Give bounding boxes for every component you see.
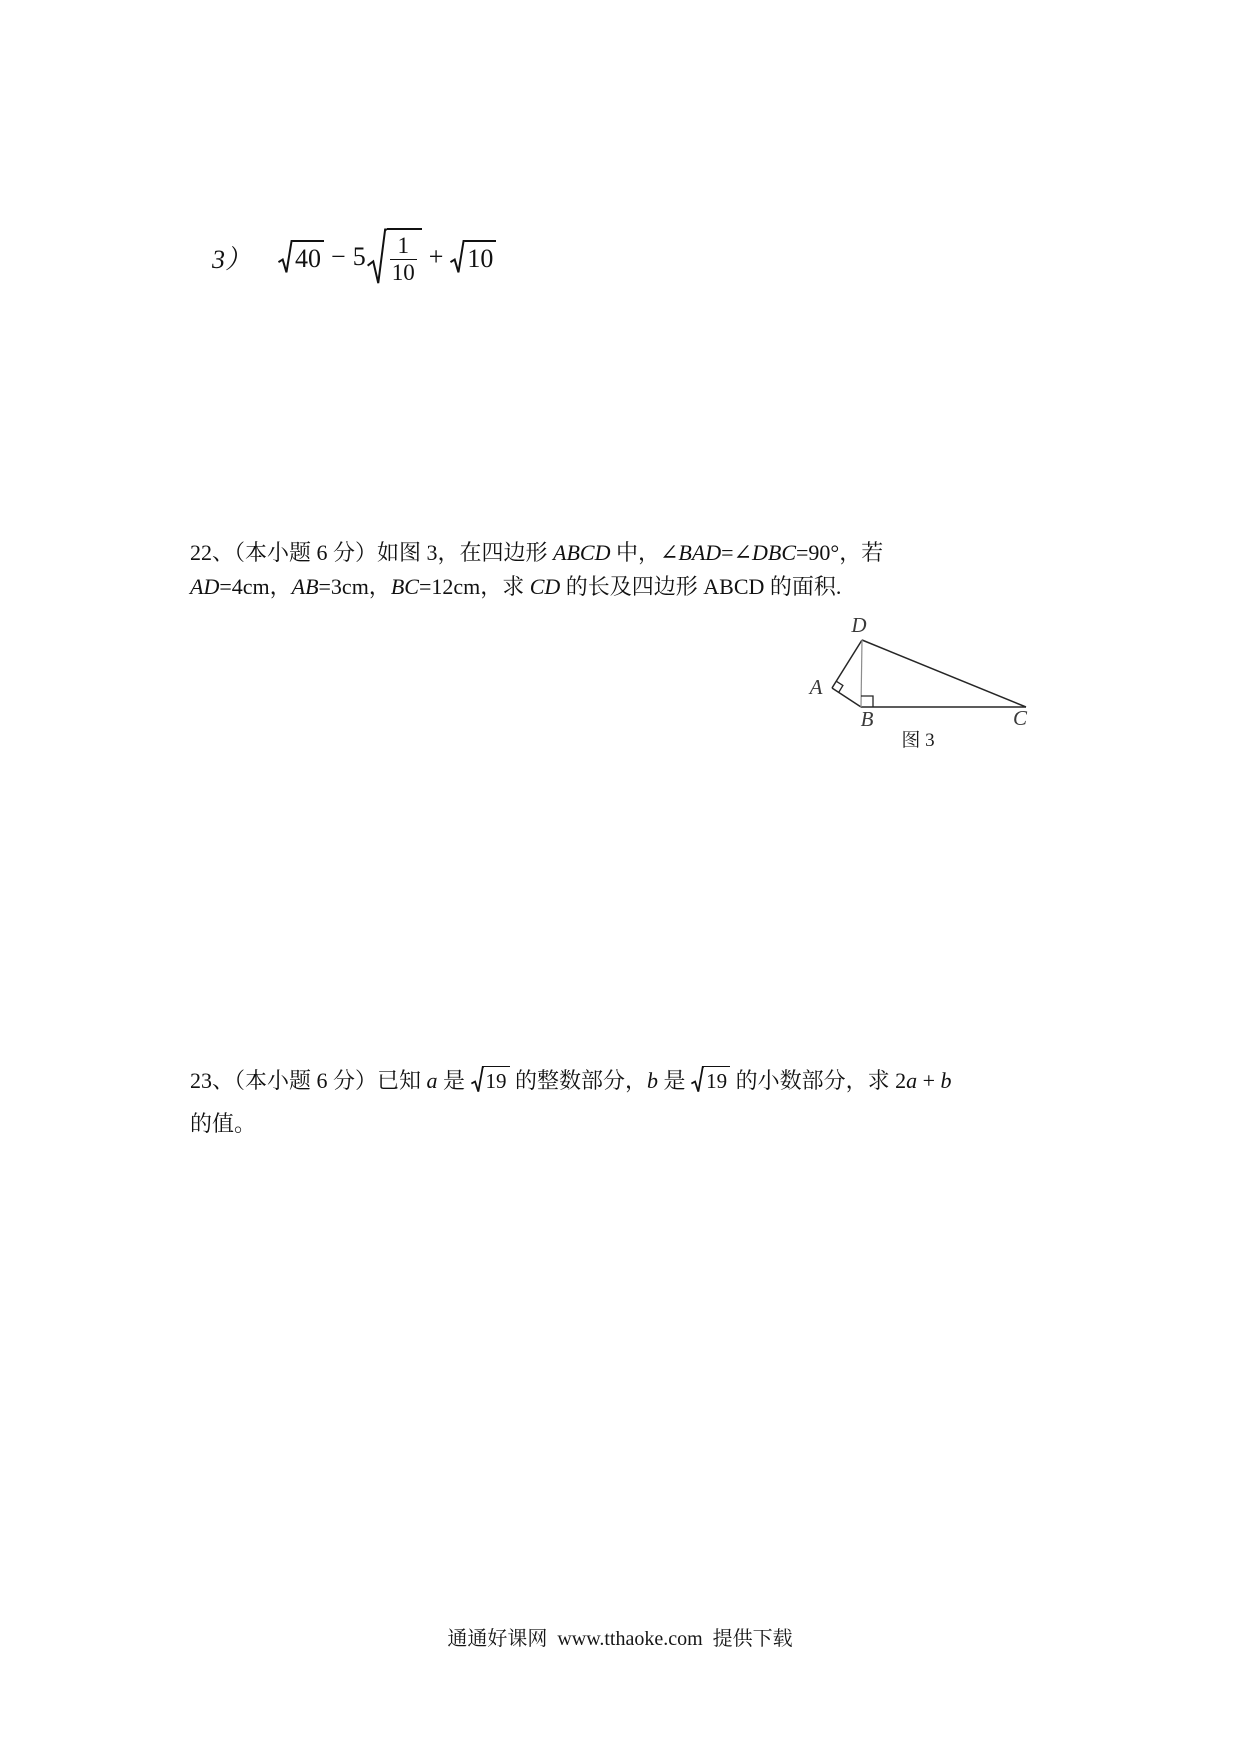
problem-22-line-2 — [190, 570, 1020, 604]
edge-cd — [862, 640, 1026, 707]
radical-sign-icon — [691, 1066, 704, 1093]
text-segment: 是 — [437, 1068, 471, 1093]
math-var-cd: CD — [529, 574, 561, 599]
problem-23-line-1 — [190, 1060, 1070, 1102]
math-var-a: a — [426, 1068, 438, 1093]
fraction-denominator: 10 — [391, 260, 415, 285]
math-var-ab: AB — [291, 574, 319, 599]
math-var-ad: AD — [190, 574, 220, 599]
text-segment: 23、（本小题 6 分）已知 — [190, 1068, 427, 1093]
text-segment: 是 — [658, 1068, 692, 1093]
radical-sign-icon — [278, 240, 293, 274]
fraction-1-over-10 — [390, 233, 417, 286]
problem-23-line-2: 的值。 — [190, 1111, 257, 1136]
right-angle-mark-b — [861, 696, 873, 707]
radical-sign-icon — [471, 1066, 484, 1093]
text-segment: 的小数部分，求 — [730, 1068, 896, 1093]
footer-text: 通通好课网 www.tthaoke.com 提供下载 — [447, 1628, 793, 1650]
coefficient-5: 5 — [352, 242, 366, 271]
sqrt-19 — [691, 1066, 730, 1093]
problem-22-line-1 — [190, 536, 1020, 570]
vertex-label-b: B — [860, 707, 874, 731]
text-segment: 的长及四边形 ABCD 的面积. — [560, 574, 842, 599]
radicand-fraction — [387, 228, 422, 286]
math-var-bad: BAD — [678, 540, 722, 565]
sqrt-19 — [471, 1066, 510, 1093]
vertex-label-c: C — [1012, 706, 1028, 730]
text-segment: =12cm，求 — [418, 574, 530, 599]
text-segment: =∠ — [721, 540, 753, 565]
radical-sign-icon — [367, 228, 387, 286]
math-var-abcd: ABCD — [553, 540, 611, 565]
radicand-10: 10 — [465, 240, 496, 274]
text-segment: =3cm， — [318, 574, 391, 599]
problem-22 — [190, 536, 1020, 604]
text-segment: =90°，若 — [796, 540, 884, 565]
vertex-label-a: A — [809, 675, 823, 699]
math-var-a: a — [906, 1068, 918, 1093]
math-coefficient: 2 — [895, 1068, 907, 1093]
figure-caption: 图 3 — [901, 730, 935, 751]
minus-operator: − — [331, 242, 346, 271]
math-operator: + — [917, 1068, 941, 1093]
problem-23 — [190, 1060, 1070, 1141]
math-var-b: b — [647, 1068, 659, 1093]
text-segment: 的整数部分， — [509, 1068, 648, 1093]
text-segment: 中，∠ — [610, 540, 679, 565]
figure-3-diagram — [780, 610, 1050, 760]
fraction-numerator: 1 — [390, 233, 417, 260]
radicand-19: 19 — [704, 1066, 730, 1093]
radical-sign-icon — [450, 240, 465, 274]
math-var-b: b — [940, 1068, 952, 1093]
expression-item-3 — [212, 228, 496, 286]
text-segment: =4cm， — [219, 574, 292, 599]
sqrt-fraction-1-10 — [367, 228, 422, 286]
sqrt-10 — [450, 240, 496, 274]
sqrt-40 — [278, 240, 324, 274]
diagonal-db — [861, 640, 862, 707]
radicand-40: 40 — [293, 240, 324, 274]
plus-operator: + — [428, 242, 444, 271]
vertex-label-d: D — [851, 613, 867, 637]
math-var-bc: BC — [390, 574, 419, 599]
item-number: 3） — [212, 244, 252, 274]
radicand-19: 19 — [484, 1066, 510, 1093]
text-segment: 22、（本小题 6 分）如图 3，在四边形 — [190, 540, 554, 565]
edge-ab — [832, 688, 861, 707]
math-var-dbc: DBC — [752, 540, 797, 565]
